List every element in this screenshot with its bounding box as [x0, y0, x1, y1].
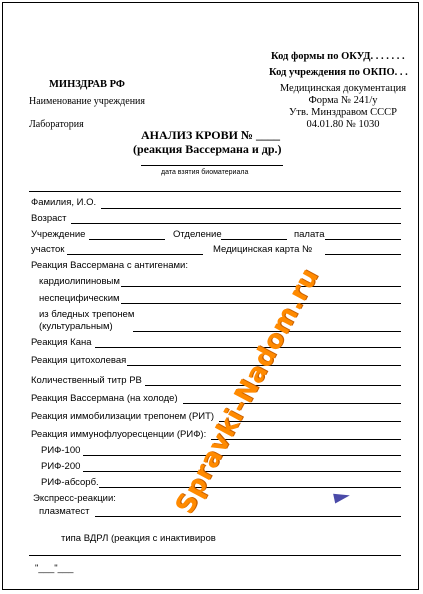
district-label: участок	[31, 244, 65, 255]
pale-treponema-label-2: (культуральным)	[39, 321, 113, 332]
rif200-line[interactable]	[83, 471, 401, 472]
district-line[interactable]	[67, 254, 203, 255]
institution-name-label: Наименование учреждения	[29, 96, 146, 107]
form-page	[2, 2, 419, 590]
med-card-line[interactable]	[325, 254, 401, 255]
ward-label: палата	[294, 229, 325, 240]
form-title: АНАЛИЗ КРОВИ № ____	[141, 128, 280, 142]
rif100-label: РИФ-100	[41, 445, 81, 456]
institution-line[interactable]	[89, 239, 165, 240]
fio-label: Фамилия, И.О.	[31, 197, 97, 208]
cardiolipin-line[interactable]	[121, 286, 401, 287]
med-doc-label: Медицинская документация	[279, 83, 407, 94]
laboratory-label: Лаборатория	[29, 119, 84, 130]
rif-abs-line[interactable]	[99, 487, 401, 488]
kahn-line[interactable]	[95, 347, 401, 348]
rif200-label: РИФ-200	[41, 461, 81, 472]
rif100-line[interactable]	[83, 455, 401, 456]
separator-line	[29, 191, 401, 192]
bottom-line	[29, 555, 401, 556]
wassermann-antigens-label: Реакция Вассермана с антигенами:	[31, 260, 188, 271]
pale-treponema-line[interactable]	[133, 331, 401, 332]
approved-date: 04.01.80 № 1030	[306, 119, 380, 130]
ministry-label: МИНЗДРАВ РФ	[49, 79, 125, 90]
sample-date-caption: дата взятия биоматериала	[161, 169, 249, 176]
department-label: Отделение	[173, 229, 222, 240]
plasma-label: плазматест	[39, 506, 90, 517]
age-line[interactable]	[71, 223, 401, 224]
nonspecific-label: неспецифическим	[39, 293, 120, 304]
approved-by: Утв. Минздравом СССР	[288, 107, 398, 118]
cytocholic-label: Реакция цитохолевая	[31, 355, 127, 366]
rif-abs-label: РИФ-абсорб.	[41, 477, 99, 488]
titer-line[interactable]	[145, 385, 401, 386]
med-card-label: Медицинская карта №	[213, 244, 313, 255]
institution-label: Учреждение	[31, 229, 86, 240]
form-number: Форма № 241/у	[308, 95, 378, 106]
rit-label: Реакция иммобилизации трепонем (РИТ)	[31, 411, 215, 422]
institution-code-okpo: Код учреждения по ОКПО. . .	[269, 67, 408, 78]
rif-label: Реакция иммунофлуоресценции (РИФ):	[31, 429, 207, 440]
pale-treponema-label-1: из бледных трепонем	[39, 309, 135, 320]
department-line[interactable]	[221, 239, 287, 240]
ward-line[interactable]	[325, 239, 401, 240]
date-stub: "___"___	[35, 563, 74, 574]
express-label: Экспресс-реакции:	[33, 493, 116, 504]
fio-line[interactable]	[101, 208, 401, 209]
age-label: Возраст	[31, 213, 67, 224]
cardiolipin-label: кардиолипиновым	[39, 276, 120, 287]
wassermann-cold-line[interactable]	[183, 403, 401, 404]
plasma-line[interactable]	[95, 516, 401, 517]
rit-line[interactable]	[219, 421, 401, 422]
rif-line[interactable]	[211, 439, 401, 440]
cytocholic-line[interactable]	[127, 365, 401, 366]
wassermann-cold-label: Реакция Вассермана (на холоде)	[31, 393, 178, 404]
kahn-label: Реакция Кана	[31, 337, 92, 348]
nonspecific-line[interactable]	[121, 303, 401, 304]
sample-date-line	[141, 165, 283, 166]
form-code-okud: Код формы по ОКУД. . . . . . .	[271, 51, 405, 62]
watermark-text: Spravki-Nadom.ru	[170, 263, 325, 520]
vdrl-label: типа ВДРЛ (реакция с инактивиров	[61, 533, 216, 544]
form-subtitle: (реакция Вассермана и др.)	[133, 142, 282, 156]
titer-label: Количественный титр РВ	[31, 375, 142, 386]
